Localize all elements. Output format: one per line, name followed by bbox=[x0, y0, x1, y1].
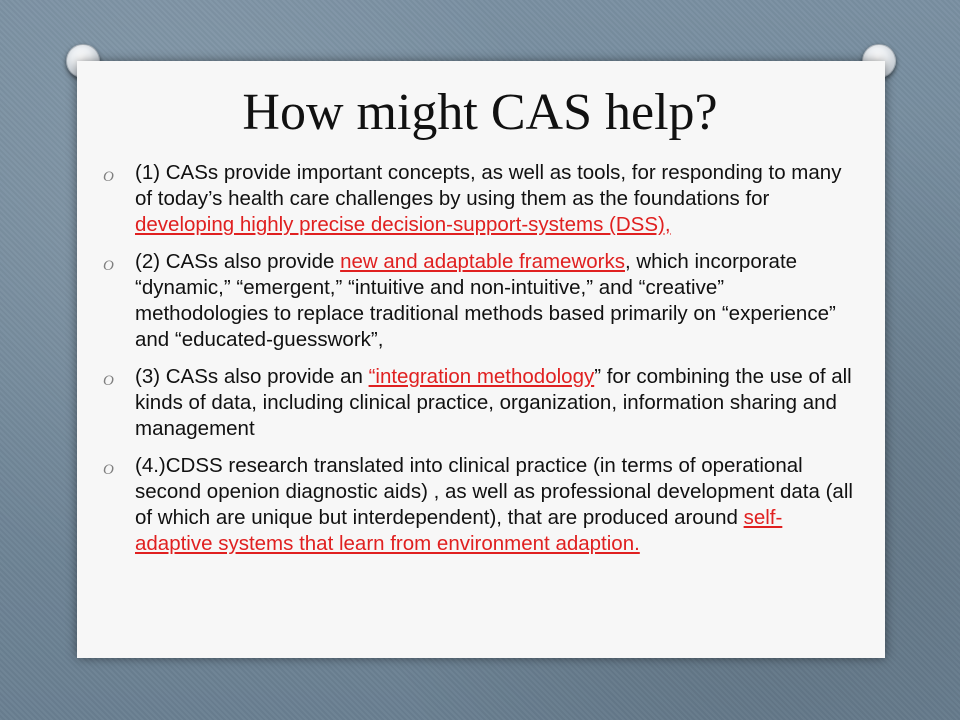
bullet-item-3 bbox=[103, 364, 855, 442]
bullet-list bbox=[103, 160, 855, 568]
bullet-1-highlight: developing highly precise decision-support-systems (DSS), bbox=[135, 213, 671, 236]
bullet-item-4 bbox=[103, 453, 855, 557]
bullet-4-text: (4.)CDSS research translated into clinical practice (in terms of operational second openion diagnostic aids) , as well as professional development data (all of which are unique but interdependent), that are produced around bbox=[135, 454, 853, 529]
bullet-3-tail: ” for combining the use of all kinds of data, including clinical practice, organization, information sharing and management bbox=[135, 365, 852, 440]
slide-title: How might CAS help? bbox=[242, 84, 718, 141]
bullet-item-1 bbox=[103, 160, 855, 238]
bullet-marker-icon: O bbox=[103, 169, 114, 185]
bullet-marker-icon: O bbox=[103, 258, 114, 274]
bullet-marker-icon: O bbox=[103, 373, 114, 389]
bullet-2-tail: , which incorporate “dynamic,” “emergent,” “intuitive and non-intuitive,” and “creative” methodologies to replace traditional methods based primarily on “experience” and “educated-guesswork”, bbox=[135, 250, 836, 351]
bullet-3-text: (3) CASs also provide an bbox=[135, 365, 369, 388]
bullet-3-highlight: “integration methodology bbox=[368, 365, 595, 388]
bullet-2-text: (2) CASs also provide bbox=[135, 250, 341, 273]
bullet-2-highlight: new and adaptable frameworks bbox=[340, 250, 625, 273]
bullet-marker-icon: O bbox=[103, 462, 114, 478]
bullet-4-highlight: self-adaptive systems that learn from environment adaption. bbox=[135, 506, 783, 555]
bullet-item-2 bbox=[103, 249, 855, 353]
bullet-1-text: (1) CASs provide important concepts, as well as tools, for responding to many of today’s health care challenges by using them as the foundations for bbox=[135, 161, 842, 210]
